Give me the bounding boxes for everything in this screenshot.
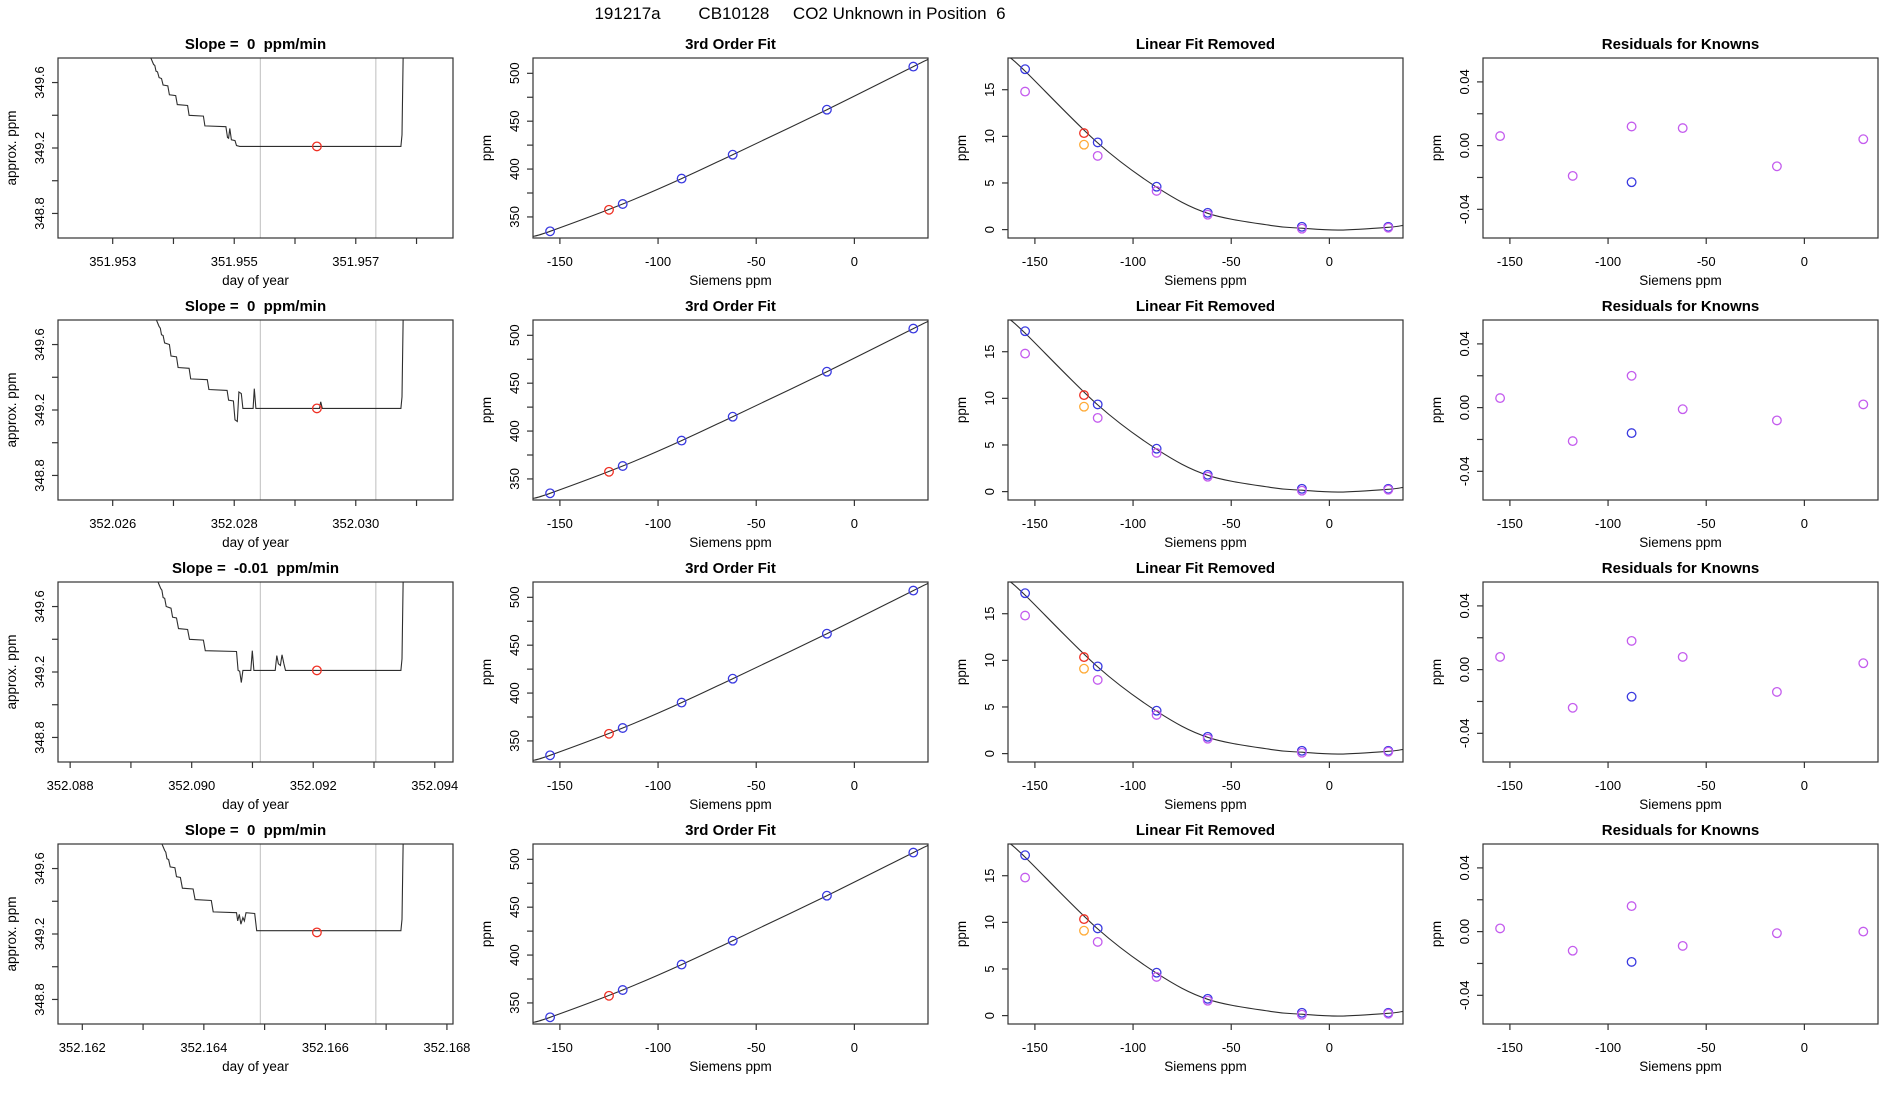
svg-text:0: 0 — [1325, 778, 1333, 793]
svg-text:349.2: 349.2 — [32, 917, 47, 951]
svg-text:0: 0 — [982, 225, 997, 234]
x-axis-label: Siemens ppm — [689, 535, 772, 550]
plot-box — [533, 58, 928, 238]
svg-text:5: 5 — [982, 965, 997, 973]
x-axis-label: Siemens ppm — [1639, 797, 1722, 812]
panel-r2-third-order-fit — [475, 290, 950, 552]
x-axis — [547, 1024, 858, 1074]
svg-text:0.00: 0.00 — [1457, 656, 1472, 683]
residual-point-blue — [1627, 692, 1636, 701]
known-points-blue — [1021, 327, 1393, 493]
plot-cell-r1c2 — [475, 28, 950, 290]
panel-title: Residuals for Knowns — [1601, 822, 1760, 839]
svg-text:-0.04: -0.04 — [1457, 194, 1472, 225]
svg-text:15: 15 — [982, 82, 997, 97]
svg-text:5: 5 — [982, 703, 997, 711]
svg-text:-150: -150 — [1021, 516, 1048, 531]
plot-cell-r1c1 — [0, 28, 475, 290]
svg-text:348.8: 348.8 — [32, 459, 47, 492]
panel-r1-slope-timeseries — [0, 28, 475, 290]
svg-text:349.6: 349.6 — [32, 66, 47, 99]
known-points-blue — [1021, 589, 1393, 755]
svg-text:-150: -150 — [1496, 1040, 1523, 1055]
plot-cell-r2c3 — [950, 290, 1425, 552]
panel-title: 3rd Order Fit — [685, 298, 776, 315]
x-axis-label: Siemens ppm — [689, 797, 772, 812]
y-axis — [954, 868, 1008, 1019]
known-points-blue — [546, 324, 918, 497]
x-axis — [1497, 238, 1808, 288]
svg-text:348.8: 348.8 — [32, 197, 47, 230]
svg-text:500: 500 — [507, 848, 522, 871]
plot-cell-r4c4 — [1425, 814, 1900, 1076]
x-axis — [89, 238, 416, 288]
svg-text:-100: -100 — [1120, 1040, 1147, 1055]
svg-text:-100: -100 — [1120, 516, 1147, 531]
x-axis — [1497, 762, 1808, 812]
y-axis — [479, 586, 533, 751]
data-curve — [1008, 580, 1403, 754]
svg-text:-50: -50 — [1221, 516, 1241, 531]
y-axis — [4, 590, 58, 754]
svg-text:-50: -50 — [1221, 254, 1241, 269]
y-axis — [1429, 855, 1483, 1010]
svg-text:500: 500 — [507, 62, 522, 85]
svg-text:-100: -100 — [645, 516, 672, 531]
svg-text:352.164: 352.164 — [180, 1040, 228, 1055]
svg-text:352.028: 352.028 — [210, 516, 258, 531]
svg-text:0: 0 — [1325, 516, 1333, 531]
y-axis-label: approx. ppm — [4, 896, 19, 972]
x-axis — [1022, 762, 1333, 812]
svg-text:0: 0 — [850, 516, 858, 531]
y-axis — [1429, 69, 1483, 224]
panel-title: 3rd Order Fit — [685, 822, 776, 839]
x-axis — [59, 1024, 471, 1074]
x-axis-label: Siemens ppm — [1639, 1059, 1722, 1074]
svg-text:0.04: 0.04 — [1457, 331, 1472, 357]
y-axis-label: ppm — [954, 920, 969, 948]
y-axis — [479, 848, 533, 1013]
svg-text:-150: -150 — [546, 1040, 573, 1055]
x-axis-label: Siemens ppm — [1639, 535, 1722, 550]
x-axis-label: day of year — [222, 535, 289, 550]
y-axis — [479, 62, 533, 227]
svg-text:500: 500 — [507, 324, 522, 347]
x-axis — [1497, 500, 1808, 550]
svg-text:400: 400 — [507, 420, 522, 442]
svg-text:349.6: 349.6 — [32, 852, 47, 885]
x-axis — [1497, 1024, 1808, 1074]
svg-text:450: 450 — [507, 372, 522, 395]
y-axis-label: ppm — [954, 134, 969, 162]
svg-text:-150: -150 — [1496, 254, 1523, 269]
svg-text:348.8: 348.8 — [32, 721, 47, 754]
known-points-violet — [1021, 873, 1393, 1019]
svg-text:400: 400 — [507, 944, 522, 966]
data-curve — [1008, 56, 1403, 230]
y-axis — [1429, 331, 1483, 486]
y-axis-label: ppm — [954, 396, 969, 424]
svg-text:0: 0 — [1325, 254, 1333, 269]
svg-text:-100: -100 — [645, 1040, 672, 1055]
svg-text:352.090: 352.090 — [168, 778, 216, 793]
y-axis-label: ppm — [1429, 920, 1444, 948]
svg-text:-0.04: -0.04 — [1457, 718, 1472, 749]
svg-text:10: 10 — [982, 915, 997, 930]
x-axis-label: Siemens ppm — [689, 1059, 772, 1074]
data-curve — [1008, 318, 1403, 492]
plot-cell-r4c1 — [0, 814, 475, 1076]
plot-box — [533, 320, 928, 500]
panel-r3-linear-fit-removed — [950, 552, 1425, 814]
svg-text:-100: -100 — [1120, 254, 1147, 269]
svg-text:-50: -50 — [746, 254, 766, 269]
svg-text:-150: -150 — [546, 254, 573, 269]
residual-point-blue — [1627, 958, 1636, 967]
x-axis — [1022, 238, 1333, 288]
svg-text:349.2: 349.2 — [32, 393, 47, 427]
unknown-point-orange — [1080, 140, 1089, 149]
plot-cell-r4c2 — [475, 814, 950, 1076]
svg-text:-150: -150 — [546, 778, 573, 793]
svg-text:350: 350 — [507, 730, 522, 752]
panel-title: Residuals for Knowns — [1601, 36, 1760, 53]
data-curve — [149, 53, 403, 146]
svg-text:-150: -150 — [1496, 778, 1523, 793]
y-axis-label: approx. ppm — [4, 372, 19, 448]
residual-points-violet — [1496, 902, 1868, 955]
plot-box — [1483, 844, 1878, 1024]
panel-title: 3rd Order Fit — [685, 36, 776, 53]
plot-cell-r2c2 — [475, 290, 950, 552]
x-axis-label: day of year — [222, 1059, 289, 1074]
x-axis — [47, 762, 459, 812]
plot-row-4 — [0, 814, 1900, 1076]
data-curve — [156, 577, 403, 683]
y-axis — [4, 852, 58, 1016]
y-axis-label: ppm — [479, 134, 494, 162]
y-axis-label: ppm — [1429, 658, 1444, 686]
residual-points-violet — [1496, 637, 1868, 713]
x-axis-label: Siemens ppm — [1164, 1059, 1247, 1074]
svg-text:450: 450 — [507, 896, 522, 919]
svg-text:-100: -100 — [645, 254, 672, 269]
svg-text:-50: -50 — [1696, 778, 1716, 793]
svg-text:5: 5 — [982, 179, 997, 187]
y-axis-label: ppm — [479, 658, 494, 686]
panel-r2-slope-timeseries — [0, 290, 475, 552]
panel-r4-residuals — [1425, 814, 1900, 1076]
svg-text:-50: -50 — [1696, 516, 1716, 531]
svg-text:-50: -50 — [1221, 1040, 1241, 1055]
x-axis — [89, 500, 416, 550]
plot-box — [533, 582, 928, 762]
panel-r3-third-order-fit — [475, 552, 950, 814]
residual-points-violet — [1496, 372, 1868, 446]
svg-text:400: 400 — [507, 158, 522, 180]
svg-text:-150: -150 — [546, 516, 573, 531]
svg-text:0: 0 — [1800, 778, 1808, 793]
data-curve — [532, 845, 928, 1022]
plot-box — [1483, 320, 1878, 500]
svg-text:0.00: 0.00 — [1457, 132, 1472, 159]
svg-text:-100: -100 — [1595, 254, 1622, 269]
plot-box — [58, 844, 453, 1024]
plot-box — [58, 320, 453, 500]
svg-text:352.094: 352.094 — [411, 778, 459, 793]
svg-text:351.955: 351.955 — [210, 254, 258, 269]
x-axis-label: Siemens ppm — [1164, 535, 1247, 550]
y-axis-label: ppm — [954, 658, 969, 686]
y-axis-label: ppm — [1429, 396, 1444, 424]
y-axis — [954, 82, 1008, 233]
plot-cell-r3c4 — [1425, 552, 1900, 814]
svg-text:352.092: 352.092 — [289, 778, 337, 793]
svg-text:10: 10 — [982, 129, 997, 144]
svg-text:-50: -50 — [1696, 1040, 1716, 1055]
plot-row-3 — [0, 552, 1900, 814]
y-axis — [954, 606, 1008, 757]
x-axis — [1022, 500, 1333, 550]
svg-text:349.2: 349.2 — [32, 655, 47, 689]
data-curve — [532, 583, 928, 760]
known-points-blue — [546, 586, 918, 759]
panel-title: Slope = 0 ppm/min — [184, 36, 327, 53]
y-axis-label: approx. ppm — [4, 110, 19, 186]
y-axis — [4, 66, 58, 230]
data-curve — [154, 315, 403, 421]
svg-text:5: 5 — [982, 441, 997, 449]
svg-text:10: 10 — [982, 391, 997, 406]
svg-text:350: 350 — [507, 992, 522, 1014]
svg-text:348.8: 348.8 — [32, 983, 47, 1016]
svg-text:15: 15 — [982, 868, 997, 883]
x-axis — [1022, 1024, 1333, 1074]
panel-title: Linear Fit Removed — [1135, 560, 1276, 577]
residual-points-violet — [1496, 122, 1868, 180]
figure-title: 191217a CB10128 CO2 Unknown in Position 6 — [594, 4, 1006, 23]
svg-text:0: 0 — [1800, 254, 1808, 269]
x-axis-label: Siemens ppm — [1164, 797, 1247, 812]
panel-title: Linear Fit Removed — [1135, 822, 1276, 839]
x-axis-label: Siemens ppm — [1164, 273, 1247, 288]
svg-text:350: 350 — [507, 468, 522, 490]
svg-text:350: 350 — [507, 206, 522, 228]
plot-row-1 — [0, 28, 1900, 290]
plot-cell-r2c1 — [0, 290, 475, 552]
panel-title: Slope = 0 ppm/min — [184, 822, 327, 839]
svg-text:349.6: 349.6 — [32, 590, 47, 623]
svg-text:0.04: 0.04 — [1457, 69, 1472, 95]
panel-title: Slope = -0.01 ppm/min — [171, 560, 340, 577]
panel-r1-linear-fit-removed — [950, 28, 1425, 290]
svg-text:15: 15 — [982, 344, 997, 359]
svg-text:-100: -100 — [1120, 778, 1147, 793]
svg-text:0.00: 0.00 — [1457, 918, 1472, 945]
svg-text:-150: -150 — [1496, 516, 1523, 531]
plot-box — [58, 58, 453, 238]
known-points-blue — [1021, 851, 1393, 1017]
y-axis — [1429, 593, 1483, 748]
svg-text:352.166: 352.166 — [301, 1040, 349, 1055]
known-points-violet — [1021, 349, 1393, 495]
svg-text:0: 0 — [850, 1040, 858, 1055]
x-axis — [547, 238, 858, 288]
known-points-blue — [546, 848, 918, 1021]
svg-text:0: 0 — [1800, 1040, 1808, 1055]
svg-text:0.04: 0.04 — [1457, 855, 1472, 881]
data-curve — [532, 59, 928, 236]
svg-text:10: 10 — [982, 653, 997, 668]
panel-r1-third-order-fit — [475, 28, 950, 290]
svg-text:0: 0 — [982, 487, 997, 496]
unknown-point-orange — [1080, 664, 1089, 673]
svg-text:-100: -100 — [1595, 516, 1622, 531]
x-axis — [547, 762, 858, 812]
svg-text:-50: -50 — [1221, 778, 1241, 793]
panel-title: Residuals for Knowns — [1601, 560, 1760, 577]
svg-text:-50: -50 — [746, 1040, 766, 1055]
panel-r3-slope-timeseries — [0, 552, 475, 814]
svg-text:352.168: 352.168 — [423, 1040, 471, 1055]
svg-text:351.953: 351.953 — [89, 254, 137, 269]
y-axis-label: ppm — [479, 920, 494, 948]
y-axis-label: ppm — [1429, 134, 1444, 162]
svg-text:-100: -100 — [645, 778, 672, 793]
svg-text:450: 450 — [507, 110, 522, 133]
svg-text:-150: -150 — [1021, 1040, 1048, 1055]
x-axis-label: Siemens ppm — [689, 273, 772, 288]
svg-text:15: 15 — [982, 606, 997, 621]
svg-text:0: 0 — [982, 1011, 997, 1020]
plot-cell-r1c3 — [950, 28, 1425, 290]
x-axis-label: Siemens ppm — [1639, 273, 1722, 288]
panel-title: Linear Fit Removed — [1135, 298, 1276, 315]
panel-title: Linear Fit Removed — [1135, 36, 1276, 53]
svg-text:-0.04: -0.04 — [1457, 456, 1472, 487]
svg-text:-50: -50 — [1696, 254, 1716, 269]
svg-text:0: 0 — [982, 749, 997, 758]
svg-text:352.162: 352.162 — [58, 1040, 106, 1055]
y-axis-label: ppm — [479, 396, 494, 424]
plot-box — [1483, 582, 1878, 762]
unknown-point-orange — [1080, 402, 1089, 411]
x-axis-label: day of year — [222, 273, 289, 288]
svg-text:-0.04: -0.04 — [1457, 980, 1472, 1011]
plot-box — [533, 844, 928, 1024]
svg-text:-50: -50 — [746, 516, 766, 531]
svg-text:-150: -150 — [1021, 254, 1048, 269]
plot-cell-r4c3 — [950, 814, 1425, 1076]
panel-r1-residuals — [1425, 28, 1900, 290]
panel-r4-slope-timeseries — [0, 814, 475, 1076]
svg-text:450: 450 — [507, 634, 522, 657]
data-curve — [1008, 842, 1403, 1016]
svg-text:349.2: 349.2 — [32, 131, 47, 165]
panel-r4-third-order-fit — [475, 814, 950, 1076]
panel-title: 3rd Order Fit — [685, 560, 776, 577]
svg-text:500: 500 — [507, 586, 522, 609]
svg-text:-100: -100 — [1595, 1040, 1622, 1055]
svg-text:351.957: 351.957 — [332, 254, 380, 269]
data-curve — [532, 321, 928, 498]
svg-text:0.00: 0.00 — [1457, 394, 1472, 421]
svg-text:0: 0 — [1800, 516, 1808, 531]
svg-text:352.026: 352.026 — [89, 516, 137, 531]
y-axis — [479, 324, 533, 489]
plot-box — [58, 582, 453, 762]
known-points-violet — [1021, 87, 1393, 233]
panel-r3-residuals — [1425, 552, 1900, 814]
svg-text:-150: -150 — [1021, 778, 1048, 793]
y-axis — [954, 344, 1008, 495]
svg-text:352.088: 352.088 — [46, 778, 94, 793]
panel-r2-linear-fit-removed — [950, 290, 1425, 552]
known-points-blue — [546, 62, 918, 235]
plot-row-2 — [0, 290, 1900, 552]
x-axis-label: day of year — [222, 797, 289, 812]
panel-r2-residuals — [1425, 290, 1900, 552]
svg-text:0: 0 — [850, 254, 858, 269]
unknown-point-orange — [1080, 926, 1089, 935]
residual-point-blue — [1627, 429, 1636, 438]
svg-text:0: 0 — [1325, 1040, 1333, 1055]
svg-text:0: 0 — [850, 778, 858, 793]
panel-title: Residuals for Knowns — [1601, 298, 1760, 315]
plot-cell-r3c3 — [950, 552, 1425, 814]
svg-text:349.6: 349.6 — [32, 328, 47, 361]
y-axis — [4, 328, 58, 492]
known-points-violet — [1021, 611, 1393, 757]
data-curve — [160, 839, 403, 931]
panel-title: Slope = 0 ppm/min — [184, 298, 327, 315]
svg-text:-50: -50 — [746, 778, 766, 793]
y-axis-label: approx. ppm — [4, 634, 19, 710]
plot-cell-r1c4 — [1425, 28, 1900, 290]
residual-point-blue — [1627, 178, 1636, 187]
known-points-blue — [1021, 65, 1393, 231]
plot-cell-r3c1 — [0, 552, 475, 814]
svg-text:400: 400 — [507, 682, 522, 704]
panel-r4-linear-fit-removed — [950, 814, 1425, 1076]
sample-point-red — [313, 928, 322, 937]
x-axis — [547, 500, 858, 550]
plot-cell-r3c2 — [475, 552, 950, 814]
svg-text:352.030: 352.030 — [332, 516, 380, 531]
plot-box — [1483, 58, 1878, 238]
plot-cell-r2c4 — [1425, 290, 1900, 552]
svg-text:0.04: 0.04 — [1457, 593, 1472, 619]
svg-text:-100: -100 — [1595, 778, 1622, 793]
